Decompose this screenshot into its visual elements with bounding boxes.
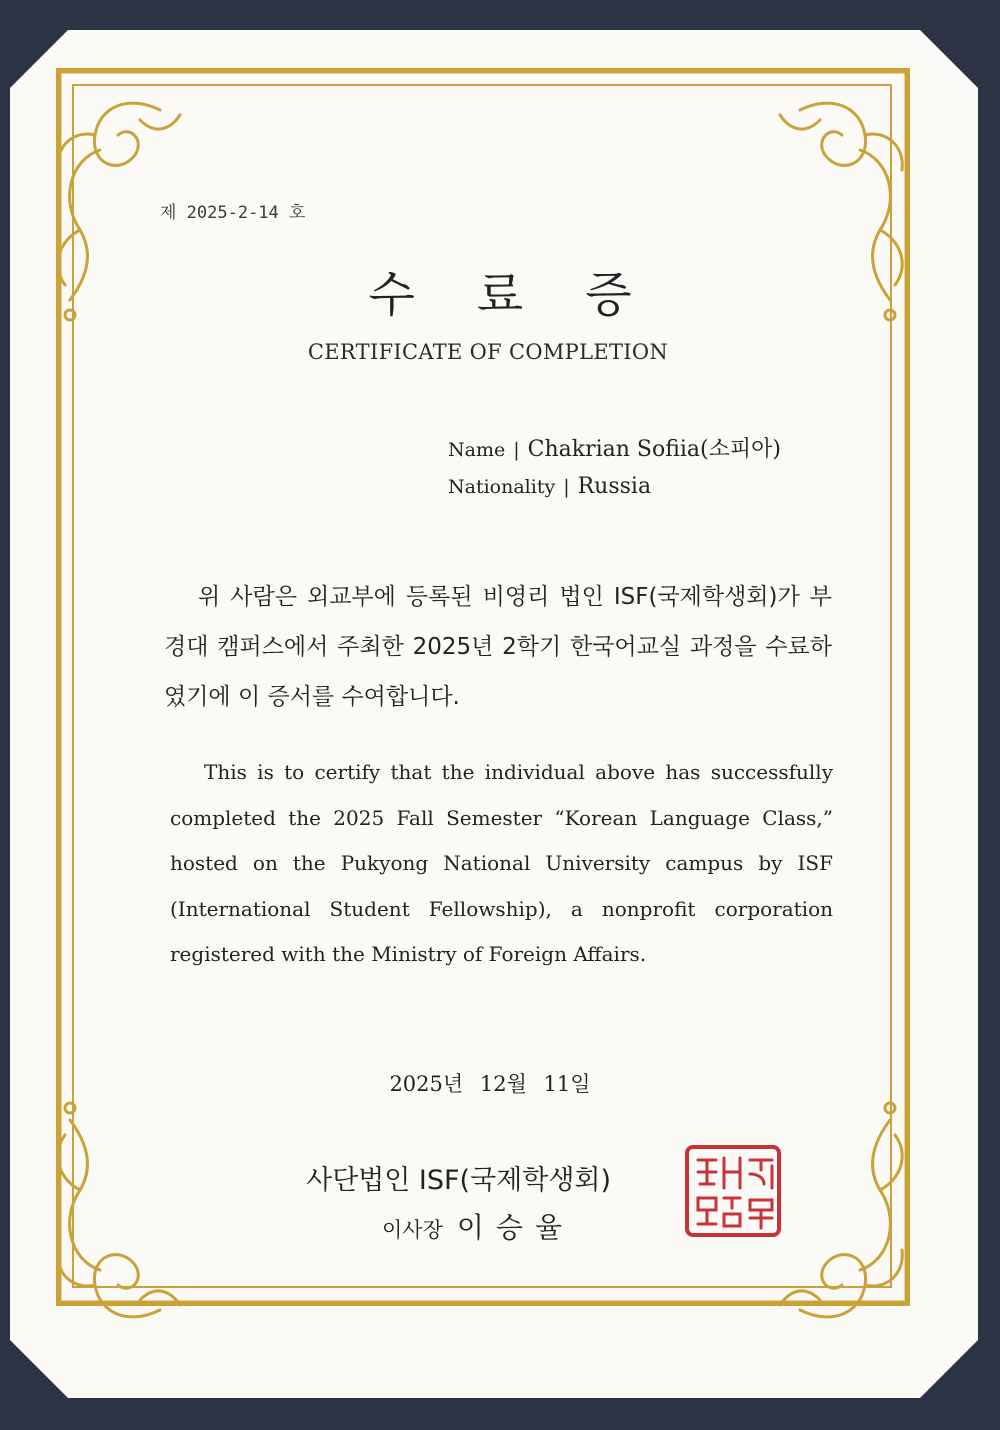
chairperson-line xyxy=(382,1206,574,1246)
issuing-organization: 사단법인 ISF(국제학생회) xyxy=(306,1165,612,1196)
issue-date: 2025년 12월 11일 xyxy=(389,1072,591,1096)
nationality-field xyxy=(448,474,651,499)
name-field xyxy=(448,432,781,463)
nationality-label: Nationality xyxy=(448,476,556,498)
certificate-title-korean: 수료증 xyxy=(368,267,694,323)
certificate-body-english: This is to certify that the individual above has successfully completed the 2025 Fall Semester “Korean Language Class,” hosted on the Pukyong National University campus by ISF (International Student Fellowship), a nonprofit corporation registered with the Ministry of Foreign Affairs. xyxy=(170,760,833,966)
name-value: Chakrian Sofiia(소피아) xyxy=(527,437,781,462)
nationality-value: Russia xyxy=(577,474,652,499)
official-seal-stamp xyxy=(684,1144,782,1238)
chair-name: 이승율 xyxy=(456,1211,575,1244)
nationality-separator: | xyxy=(563,476,570,498)
corner-ornament-bottom-left xyxy=(40,1100,190,1330)
chair-title: 이사장 xyxy=(382,1218,443,1242)
name-label: Name xyxy=(448,439,506,461)
name-separator: | xyxy=(513,439,520,461)
certificate-title-english: CERTIFICATE OF COMPLETION xyxy=(307,340,669,364)
certificate-body-korean: 위 사람은 외교부에 등록된 비영리 법인 ISF(국제학생회)가 부경대 캠퍼스에서 주최한 2025년 2학기 한국어교실 과정을 수료하였기에 이 증서를 수여합니다. xyxy=(164,584,832,710)
corner-ornament-bottom-right xyxy=(770,1100,920,1330)
certificate-serial-number: 제 2025-2-14 호 xyxy=(160,203,306,223)
